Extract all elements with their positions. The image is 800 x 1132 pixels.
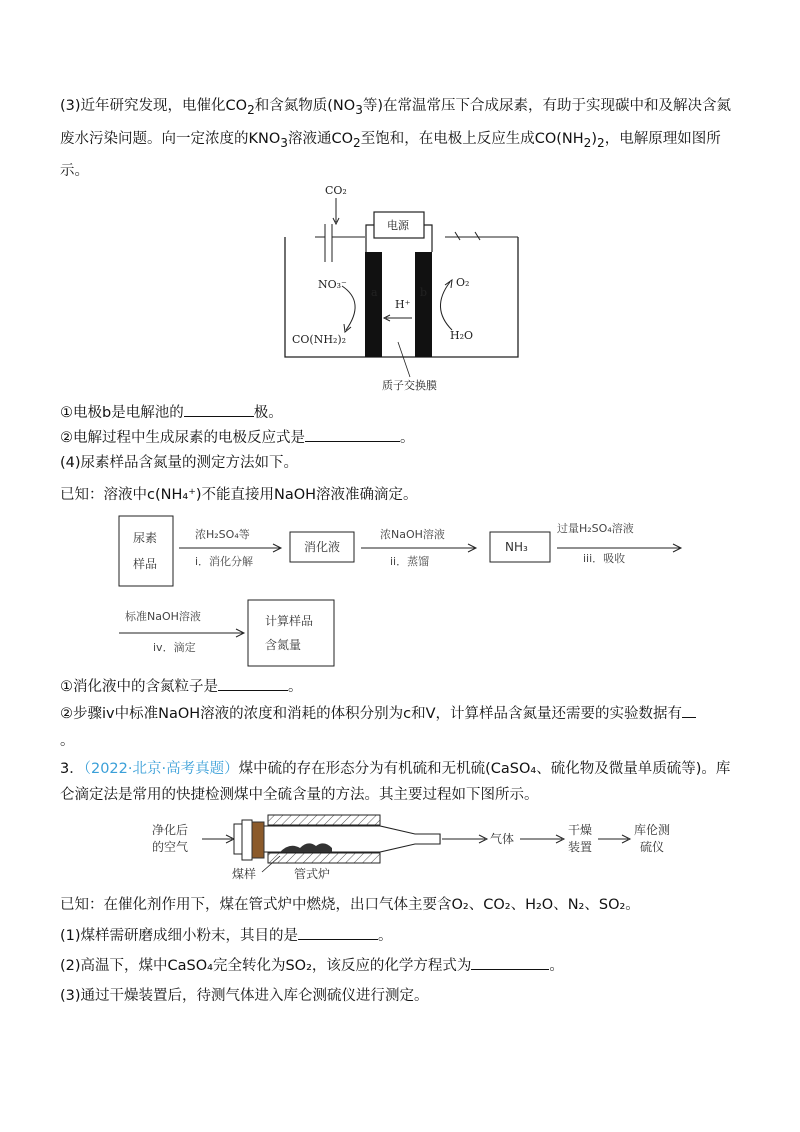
- stopper: [252, 822, 264, 858]
- flow-box-result: [248, 600, 334, 666]
- text-seg: 和含氮物质(NO: [254, 98, 356, 114]
- hplus-label: H⁺: [395, 298, 411, 311]
- electrode-b-label: b: [420, 286, 428, 299]
- q1-suffix: 极。: [253, 405, 283, 421]
- part4-title: (4)尿素样品含氮量的测定方法如下。: [60, 455, 299, 471]
- question3-part1: [60, 925, 393, 947]
- question3-line1: [60, 758, 730, 780]
- q3-2-suffix: 。: [549, 958, 564, 974]
- subscript: 2: [353, 135, 361, 150]
- question3-part2: [60, 955, 564, 977]
- answer-blank[interactable]: [471, 955, 549, 970]
- flow-arrow3-top: 过量H₂SO₄溶液: [557, 522, 634, 535]
- q2-suffix: 。: [400, 430, 415, 446]
- question-electrode-b: [60, 402, 283, 424]
- cathode-curve-arrow: [342, 286, 355, 330]
- flow-box-digest-label: 消化液: [304, 540, 341, 554]
- text-seg: 溶液通CO: [287, 131, 354, 147]
- gas-label: 气体: [490, 832, 515, 846]
- text-seg: (3)近年研究发现，电催化CO: [60, 98, 248, 114]
- dry-label-l2: 装置: [568, 840, 593, 854]
- flow-box-result-l1: 计算样品: [265, 614, 314, 628]
- q4-2-text: ②步骤iv中标准NaOH溶液的浓度和消耗的体积分别为c和V，计算样品含氮量还需要的实验数据有: [60, 706, 683, 722]
- question-source-link[interactable]: （2022·北京·高考真题）: [83, 761, 239, 777]
- part4-known: 已知：溶液中c(NH₄⁺)不能直接用NaOH溶液准确滴定。: [60, 487, 418, 503]
- question3-part3: (3)通过干燥装置后，待测气体进入库仑测硫仪进行测定。: [60, 988, 429, 1004]
- membrane-label: 质子交换膜: [382, 379, 437, 392]
- subscript: 2: [597, 135, 605, 150]
- furnace-label: 管式炉: [294, 867, 331, 881]
- answer-blank[interactable]: [305, 427, 400, 442]
- answer-blank[interactable]: [298, 925, 378, 940]
- flow-box-nh3-label: NH₃: [505, 540, 528, 554]
- text-seg: 废水污染问题。向一定浓度的KNO: [60, 131, 281, 147]
- flow-box-sample-l1: 尿素: [133, 531, 158, 545]
- q4-1-text: ①消化液中的含氮粒子是: [60, 679, 218, 695]
- electrode-b: [415, 252, 432, 357]
- anode-curve-arrow: [440, 282, 452, 330]
- text-seg: 至饱和，在电极上反应生成CO(NH: [360, 131, 584, 147]
- text-seg: ，电解原理如图所: [604, 131, 721, 147]
- question-urea-equation: [60, 427, 415, 449]
- part3-line1: [60, 95, 731, 121]
- question-extra-data-end: 。: [60, 733, 75, 749]
- flow-box-result-l2: 含氮量: [265, 638, 302, 652]
- co2-label: CO₂: [325, 184, 347, 197]
- dry-label-l1: 干燥: [568, 823, 593, 837]
- q4-1-suffix: 。: [288, 679, 303, 695]
- part3-line3: 示。: [60, 163, 89, 179]
- air-label-l1: 净化后: [152, 823, 189, 837]
- flow-arrow4-bottom: iv．滴定: [153, 641, 196, 654]
- subscript: 2: [583, 135, 592, 150]
- q3-2-text: (2)高温下，煤中CaSO₄完全转化为SO₂，该反应的化学方程式为: [60, 958, 472, 974]
- flow-arrow2-top: 浓NaOH溶液: [380, 528, 445, 541]
- meter-label-l1: 库伦测: [634, 823, 671, 837]
- flow-arrow2-bottom: ii．蒸馏: [390, 555, 430, 568]
- nitrogen-flow-diagram: [115, 510, 695, 675]
- o2-label: O₂: [456, 276, 470, 289]
- subscript: 3: [355, 102, 363, 117]
- air-label-l2: 的空气: [152, 840, 189, 854]
- flow-arrow3-bottom: iii．吸收: [583, 552, 626, 565]
- text-seg: ): [591, 131, 598, 147]
- q3-text1: 煤中硫的存在形态分为有机硫和无机硫(CaSO₄、硫化物及微量单质硫等)。库: [238, 761, 731, 777]
- subscript: 2: [247, 102, 255, 117]
- answer-blank[interactable]: [184, 402, 254, 417]
- meter-label-l2: 硫仪: [640, 840, 665, 854]
- flow-arrow4-top: 标准NaOH溶液: [125, 610, 201, 623]
- electrode-a-label: a: [371, 286, 378, 299]
- flow-box-sample: [119, 516, 173, 586]
- answer-blank[interactable]: [682, 703, 696, 718]
- furnace-diagram: [150, 812, 690, 887]
- furnace-bottom: [268, 853, 380, 863]
- coal-sample: [280, 843, 332, 852]
- flow-arrow1-bottom: i．消化分解: [195, 555, 254, 568]
- h2o-label: H₂O: [450, 329, 474, 342]
- text-seg: 等)在常温常压下合成尿素，有助于实现碳中和及解决含氮: [362, 98, 732, 114]
- answer-blank[interactable]: [218, 676, 288, 691]
- question3-line2: 仑滴定法是常用的快捷检测煤中全硫含量的方法。其主要过程如下图所示。: [60, 787, 539, 803]
- part3-line2: [60, 128, 721, 154]
- power-label: 电源: [387, 219, 409, 232]
- q3-1-text: (1)煤样需研磨成细小粉末，其目的是: [60, 928, 299, 944]
- q2-text: ②电解过程中生成尿素的电极反应式是: [60, 430, 305, 446]
- urea-label: CO(NH₂)₂: [292, 333, 347, 346]
- furnace-top: [268, 815, 380, 825]
- coal-label: 煤样: [232, 867, 257, 881]
- question-extra-data: [60, 703, 696, 725]
- flow-box-sample-l2: 样品: [133, 557, 158, 571]
- question-digest-species: [60, 676, 303, 698]
- flow-arrow1-top: 浓H₂SO₄等: [195, 528, 250, 541]
- question3-known: 已知：在催化剂作用下，煤在管式炉中燃烧，出口气体主要含O₂、CO₂、H₂O、N₂、SO₂。: [60, 897, 640, 913]
- electrode-a: [365, 252, 382, 357]
- subscript: 3: [280, 135, 288, 150]
- electrolysis-diagram: [270, 182, 540, 392]
- no3-label: NO₃⁻: [318, 278, 347, 291]
- q3-1-suffix: 。: [378, 928, 393, 944]
- question-number: 3．: [60, 761, 84, 777]
- q1-text: ①电极b是电解池的: [60, 405, 184, 421]
